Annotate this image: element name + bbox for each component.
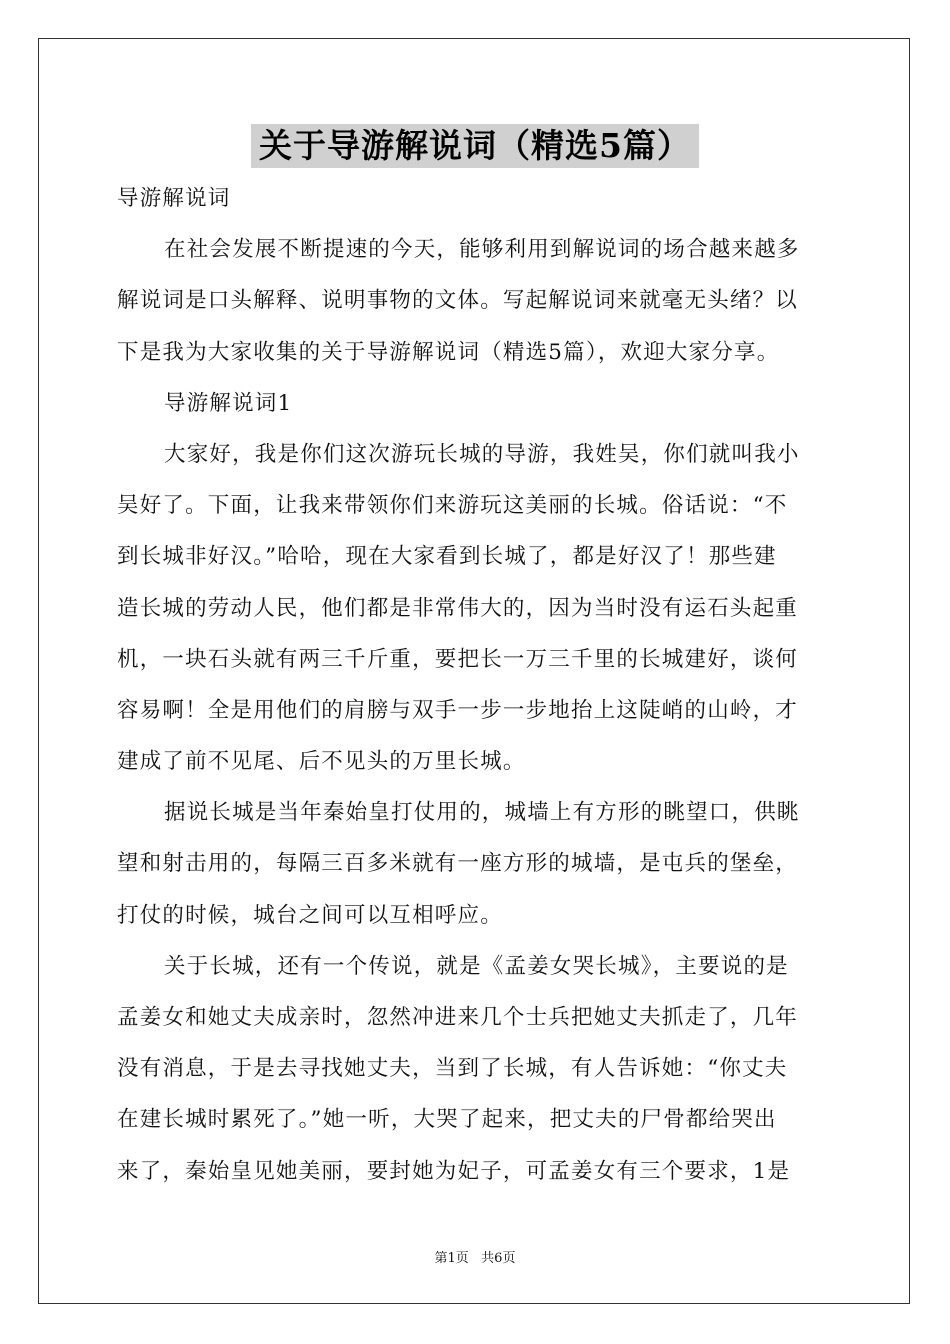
text-line: 打仗的时候，城台之间可以互相呼应。 xyxy=(117,902,503,928)
text-line: 建成了前不见尾、后不见头的万里长城。 xyxy=(117,749,526,775)
text-line: 在社会发展不断提速的今天，能够利用到解说词的场合越来越多 xyxy=(164,237,800,263)
text-line: 吴好了。下面，让我来带领你们来游玩这美丽的长城。俗话说：“不 xyxy=(117,493,788,519)
text-line: 容易啊！全是用他们的肩膀与双手一步一步地抬上这陡峭的山岭，才 xyxy=(117,697,799,723)
document-body xyxy=(117,176,837,1200)
text-line: 大家好，我是你们这次游玩长城的导游，我姓吴，你们就叫我小 xyxy=(164,441,800,467)
text-line: 机，一块石头就有两三千斤重，要把长一万三千里的长城建好，谈何 xyxy=(117,646,799,672)
text-line: 关于长城，还有一个传说，就是《孟姜女哭长城》，主要说的是 xyxy=(164,953,789,979)
text-line: 下是我为大家收集的关于导游解说词（精选5篇），欢迎大家分享。 xyxy=(117,339,780,365)
text-line: 导游解说词1 xyxy=(164,390,293,416)
text-line: 导游解说词 xyxy=(117,186,231,211)
text-line: 造长城的劳动人民，他们都是非常伟大的，因为当时没有运石头起重 xyxy=(117,595,799,621)
text-line: 解说词是口头解释、说明事物的文体。写起解说词来就毫无头绪？以 xyxy=(117,288,799,314)
document-title: 关于导游解说词（精选5篇） xyxy=(251,124,699,168)
page-footer: 第1页 共6页 xyxy=(434,1251,516,1266)
title-container xyxy=(0,124,950,168)
text-line: 孟姜女和她丈夫成亲时，忽然冲进来几个士兵把她丈夫抓走了，几年 xyxy=(117,1005,799,1030)
text-line: 到长城非好汉。”哈哈，现在大家看到长城了，都是好汉了！那些建 xyxy=(117,544,777,570)
text-line: 据说长城是当年秦始皇打仗用的，城墙上有方形的眺望口，供眺 xyxy=(164,800,800,826)
text-line: 没有消息，于是去寻找她丈夫，当到了长城，有人告诉她：“你丈夫 xyxy=(117,1056,788,1082)
text-line: 望和射击用的，每隔三百多米就有一座方形的城墙，是屯兵的堡垒， xyxy=(117,851,799,877)
text-line: 来了，秦始皇见她美丽，要封她为妃子，可孟姜女有三个要求，1是 xyxy=(117,1158,791,1184)
text-line: 在建长城时累死了。”她一听，大哭了起来，把丈夫的尸骨都给哭出 xyxy=(117,1107,777,1133)
